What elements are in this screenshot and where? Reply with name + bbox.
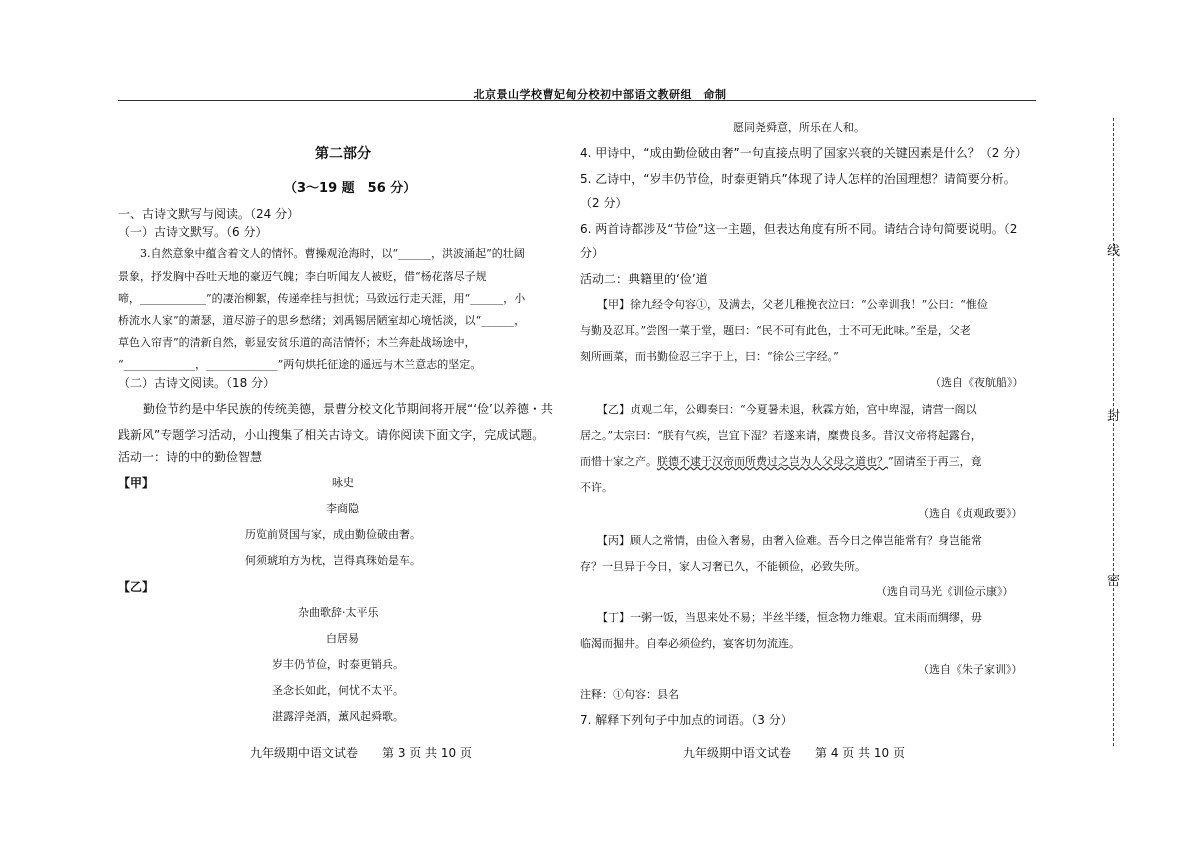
binding-char-line: 线 [1107, 244, 1121, 259]
q3-line-5: 草色入帘青”的清新自然，彰显安贫乐道的高洁情怀；木兰奔赴战场途中， [118, 336, 476, 349]
q3-line-4: 桥流水人家”的萧瑟，道尽游子的思乡愁绪；刘禹锡居陋室却心境恬淡，以“______， [118, 314, 526, 327]
q6-line-2: 分） [580, 246, 605, 260]
poem-jia-line-2: 何须琥珀方为枕，岂得真珠始是车。 [245, 554, 421, 567]
passage-yi-line-4: 不许。 [580, 481, 613, 494]
passage-jia-line-1: 【甲】徐九经令句容①，及满去，父老儿稚挽衣泣曰：“公幸训我！”公曰：“惟俭 [597, 298, 988, 311]
passage-jia-line-2: 与勤及忍耳。”尝图一菜于堂，题曰：“民不可有此色，士不可无此味。”至是，父老 [580, 324, 971, 337]
q6-line-1: 6. 两首诗都涉及“节俭”这一主题，但表达角度有所不同。请结合诗句简要说明。（2 [580, 222, 1018, 236]
q7: 7. 解释下列句子中加点的词语。（3 分） [580, 713, 793, 727]
page-header: 北京景山学校曹妃甸分校初中部语文教研组 命制 [473, 88, 727, 101]
passage-jia-source: （选自《夜航船》） [930, 376, 1024, 389]
right-footer: 九年级期中语文试卷 第 4 页 共 10 页 [683, 746, 905, 760]
passage-jia-line-3: 刻所画菜，而书勤俭忍三字于上，曰：“徐公三字经。” [580, 350, 839, 363]
passage-ding-source: （选自《朱子家训》） [918, 663, 1023, 676]
poem-jia-line-1: 历览前贤国与家，成由勤俭破由奢。 [245, 528, 421, 541]
wavy-underlined-sentence: 朕德不逮于汉帝而所费过之岂为人父母之道也？ [657, 455, 888, 468]
poem-yi-label: 【乙】 [118, 580, 155, 594]
poem-yi-author: 白居易 [326, 632, 359, 645]
passage-ding-line-2: 临渴而掘井。自奉必须俭约，宴客切勿流连。 [580, 637, 800, 650]
passage-ding-line-1: 【丁】一粥一饭，当思来处不易；半丝半缕，恒念物力维艰。宜未雨而绸缪，毋 [597, 611, 982, 624]
activity-2-heading: 活动二：典籍里的‘俭’道 [580, 272, 708, 286]
passage-yi-line-3 [580, 453, 982, 469]
q4: 4. 甲诗中，“成由勤俭破由奢”一句直接点明了国家兴衰的关键因素是什么？（2 分） [580, 146, 1028, 160]
passage-bing-line-1: 【丙】顾人之常情，由俭入奢易，由奢入俭难。吾今日之俸岂能常有？身岂能常 [597, 534, 982, 547]
poem-jia-author: 李商隐 [326, 502, 359, 515]
passage-yi-line-2: 居之。”太宗曰：“朕有气疾，岂宜下湿？若遂来请，糜费良多。昔汉文帝将起露台， [580, 429, 982, 442]
passage-yi-source: （选自《贞观政要》） [918, 507, 1023, 520]
subsection-2-heading: （二）古诗文阅读。（18 分） [118, 376, 276, 390]
activity-1-heading: 活动一：诗的中的勤俭智慧 [118, 450, 263, 464]
poem-jia-title: 咏史 [332, 476, 354, 489]
section-1-heading: 一、古诗文默写与阅读。（24 分） [118, 207, 300, 221]
binding-char-secret: 密 [1107, 574, 1121, 589]
passage-bing-line-2: 存？一旦异于今日，家人习奢已久，不能顿俭，必致失所。 [580, 560, 866, 573]
poem-yi-line-3: 湛露浮尧酒，薰风起舜歌。 [272, 710, 404, 723]
passage-yi-line-3-end: ”固请至于再三，竟 [888, 455, 982, 468]
intro-line-2: 践新风”专题学习活动，小山搜集了相关古诗文。请你阅读下面文字，完成试题。 [118, 428, 545, 442]
q3-line-1: 3.自然意象中蕴含着文人的情怀。曹操观沧海时，以“______，洪波涌起”的壮阔 [140, 247, 525, 260]
left-footer: 九年级期中语文试卷 第 3 页 共 10 页 [250, 746, 472, 760]
poem-yi-line-2: 圣念长如此，何忧不太平。 [272, 684, 404, 697]
q5-line-1: 5. 乙诗中，“岁丰仍节俭，时泰更销兵”体现了诗人怎样的治国理想？请简要分析。 [580, 172, 1016, 186]
q3-line-6: “_____________，_____________”两句烘托征途的遥远与木兰意志的坚定。 [118, 358, 482, 371]
annotation-note: 注释：①句容：县名 [580, 688, 679, 701]
poem-yi-line-1: 岁丰仍节俭，时泰更销兵。 [272, 658, 404, 671]
poem-jia-label: 【甲】 [118, 476, 155, 490]
poem-yi-title: 杂曲歌辞·太平乐 [298, 606, 379, 619]
passage-yi-line-3-start: 而惜十家之产。 [580, 455, 657, 468]
part-range: （3～19 题 56 分） [284, 181, 417, 196]
q5-line-2: （2 分） [580, 196, 628, 210]
subsection-1-heading: （一）古诗文默写。（6 分） [118, 225, 268, 239]
binding-char-seal: 封 [1107, 409, 1121, 424]
passage-bing-source: （选自司马光《训俭示康》） [876, 585, 1014, 598]
q3-line-2: 景象，抒发胸中吞吐天地的豪迈气魄；李白听闻友人被贬，借“杨花落尽子规 [118, 270, 487, 283]
poem-top-line: 愿同尧舜意，所乐在人和。 [733, 121, 865, 134]
q3-line-3: 啼，____________”的凄治柳絮，传递牵挂与担忧；马致远行走天涯，用“______，小 [118, 292, 526, 305]
header-rule [118, 100, 1036, 101]
part-title: 第二部分 [315, 146, 371, 162]
binding-dashed-line [1113, 118, 1114, 746]
passage-yi-line-1: 【乙】贞观二年，公卿奏曰：“今夏暑未退，秋霖方始，宫中卑湿，请营一阁以 [597, 403, 977, 416]
intro-line-1: 勤俭节约是中华民族的传统美德，景曹分校文化节期间将开展“‘俭’以养德・共 [143, 402, 553, 416]
